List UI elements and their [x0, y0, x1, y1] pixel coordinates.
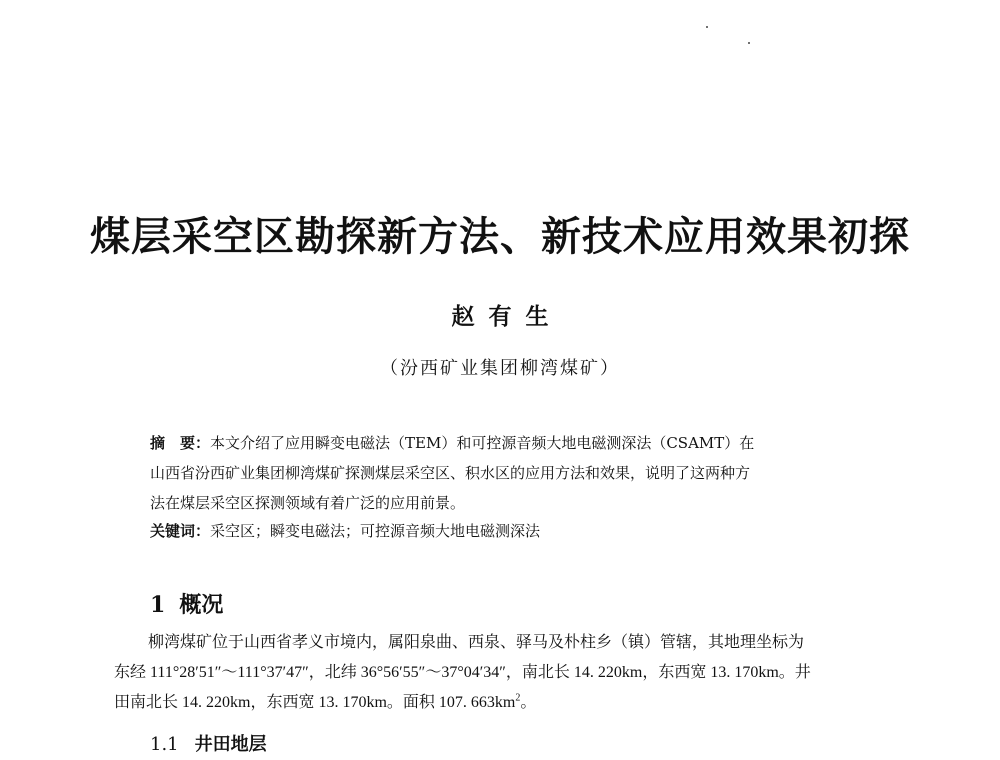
author-affiliation: （汾西矿业集团柳湾煤矿） — [380, 358, 620, 379]
subsection-number: 1.1 — [150, 734, 179, 755]
subsection-heading — [150, 730, 267, 756]
section-heading — [150, 588, 223, 619]
abstract — [150, 428, 880, 518]
abstract-text: 本文介绍了应用瞬变电磁法（TEM）和可控源音频大地电磁测深法（CSAMT）在 — [210, 434, 755, 452]
subsection-title: 井田地层 — [194, 734, 267, 755]
area-end-punct: 。 — [520, 694, 537, 711]
keywords-label: 关键词： — [150, 522, 211, 540]
body-line — [114, 688, 904, 718]
scan-speck — [748, 42, 750, 44]
abstract-line: 法在煤层采空区探测领域有着广泛的应用前景。 — [150, 494, 466, 512]
section-body — [114, 628, 904, 718]
keywords — [150, 516, 880, 546]
body-line: 柳湾煤矿位于山西省孝义市境内，属阳泉曲、西泉、驿马及朴柱乡（镇）管辖，其地理坐标为 — [148, 634, 805, 651]
body-line: 东经 111°28′51″～111°37′47″，北纬 36°56′55″～37°04′34″，南北长 14. 220km，东西宽 13. 170km。井 — [114, 664, 811, 681]
body-line-text: 田南北长 14. 220km，东西宽 13. 170km。面积 107. 663km — [114, 694, 516, 711]
area-superscript: 2 — [515, 692, 521, 704]
abstract-line: 山西省汾西矿业集团柳湾煤矿探测煤层采空区、积水区的应用方法和效果，说明了这两种方 — [150, 464, 751, 482]
paper-title: 煤层采空区勘探新方法、新技术应用效果初探 — [90, 213, 910, 260]
scan-speck — [706, 26, 708, 28]
keywords-text: 采空区；瞬变电磁法；可控源音频大地电磁测深法 — [210, 522, 541, 540]
abstract-label: 摘 要： — [150, 434, 211, 452]
section-number: 1 — [150, 592, 166, 618]
section-title: 概况 — [179, 592, 224, 618]
author-name: 赵有生 — [451, 303, 563, 330]
abstract-line — [150, 428, 880, 458]
